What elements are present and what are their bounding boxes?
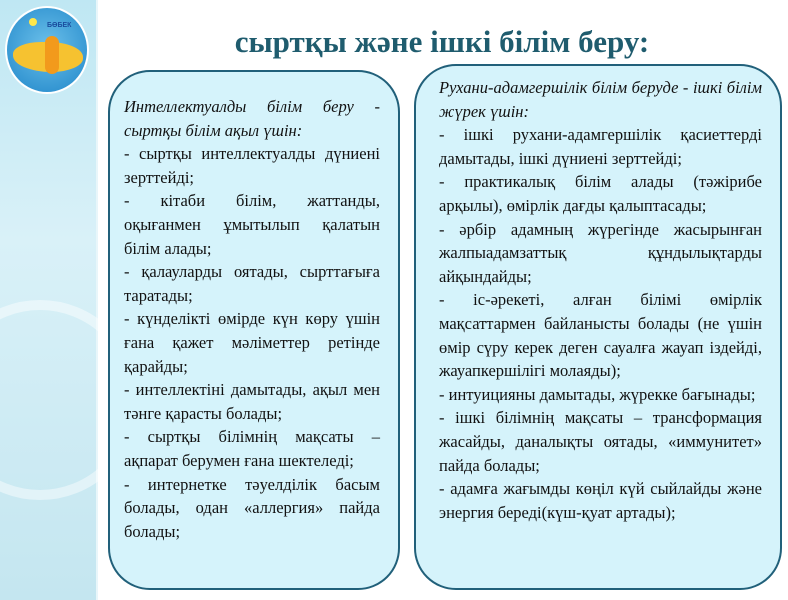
right-item: - ішкі рухани-адамгершілік қасиеттерді дамытады, ішкі дүниені зерттейді; xyxy=(439,125,762,168)
left-item: - күнделікті өмірде күн көру үшін ғана қажет мәліметтер ретінде қарайды; xyxy=(124,309,380,376)
left-item: - сыртқы интеллектуалды дүниені зерттейді; xyxy=(124,144,380,187)
right-item: - практикалық білім алады (тәжірибе арқылы), өмірлік дағды қалыптасады; xyxy=(439,172,762,215)
right-item: - интуицияны дамытады, жүрекке бағынады; xyxy=(439,384,756,404)
sidebar-decoration xyxy=(0,0,98,600)
right-item: - әрбір адамның жүрегінде жасырынған жалпыадамзаттық құндылықтарды айқындайды; xyxy=(439,219,762,286)
logo xyxy=(5,6,89,94)
logo-text: БӨБЕК xyxy=(47,22,72,29)
left-item: - интернетке тәуелділік басым болады, одан «аллергия» пайда болады; xyxy=(124,474,380,541)
sun-icon xyxy=(29,18,37,26)
left-heading: Интеллектуалды білім беру - сыртқы білім ақыл үшін: xyxy=(124,97,380,140)
left-item: - қалауларды оятады, сырттағыға таратады; xyxy=(124,262,380,305)
left-item: - сыртқы білімнің мақсаты – ақпарат берумен ғана шектеледі; xyxy=(124,427,380,470)
internal-education-box xyxy=(414,64,782,590)
slide-title: сыртқы және ішкі білім беру: xyxy=(234,24,650,59)
external-education-box xyxy=(108,70,400,590)
child-figure-icon xyxy=(45,36,59,74)
right-item: - іс-әрекеті, алған білімі өмірлік мақсаттармен байланысты болады (не үшін өмір сүру керек деген сауалға жауап іздейді, жауапкершілігі молаяды); xyxy=(439,290,762,381)
right-item: - адамға жағымды көңіл күй сыйлайды және энергия береді(күш-қуат артады); xyxy=(439,479,762,522)
right-item: - ішкі білімнің мақсаты – трансформация жасайды, даналықты оятады, «иммунитет» пайда болады; xyxy=(439,408,762,475)
left-item: - интеллектіні дамытады, ақыл мен тәнге қарасты болады; xyxy=(124,380,380,423)
left-item: - кітаби білім, жаттанды, оқығанмен ұмытылып қалатын білім алады; xyxy=(124,191,380,258)
right-heading: Рухани-адамгершілік білім беруде - ішкі білім жүрек үшін: xyxy=(439,78,762,121)
